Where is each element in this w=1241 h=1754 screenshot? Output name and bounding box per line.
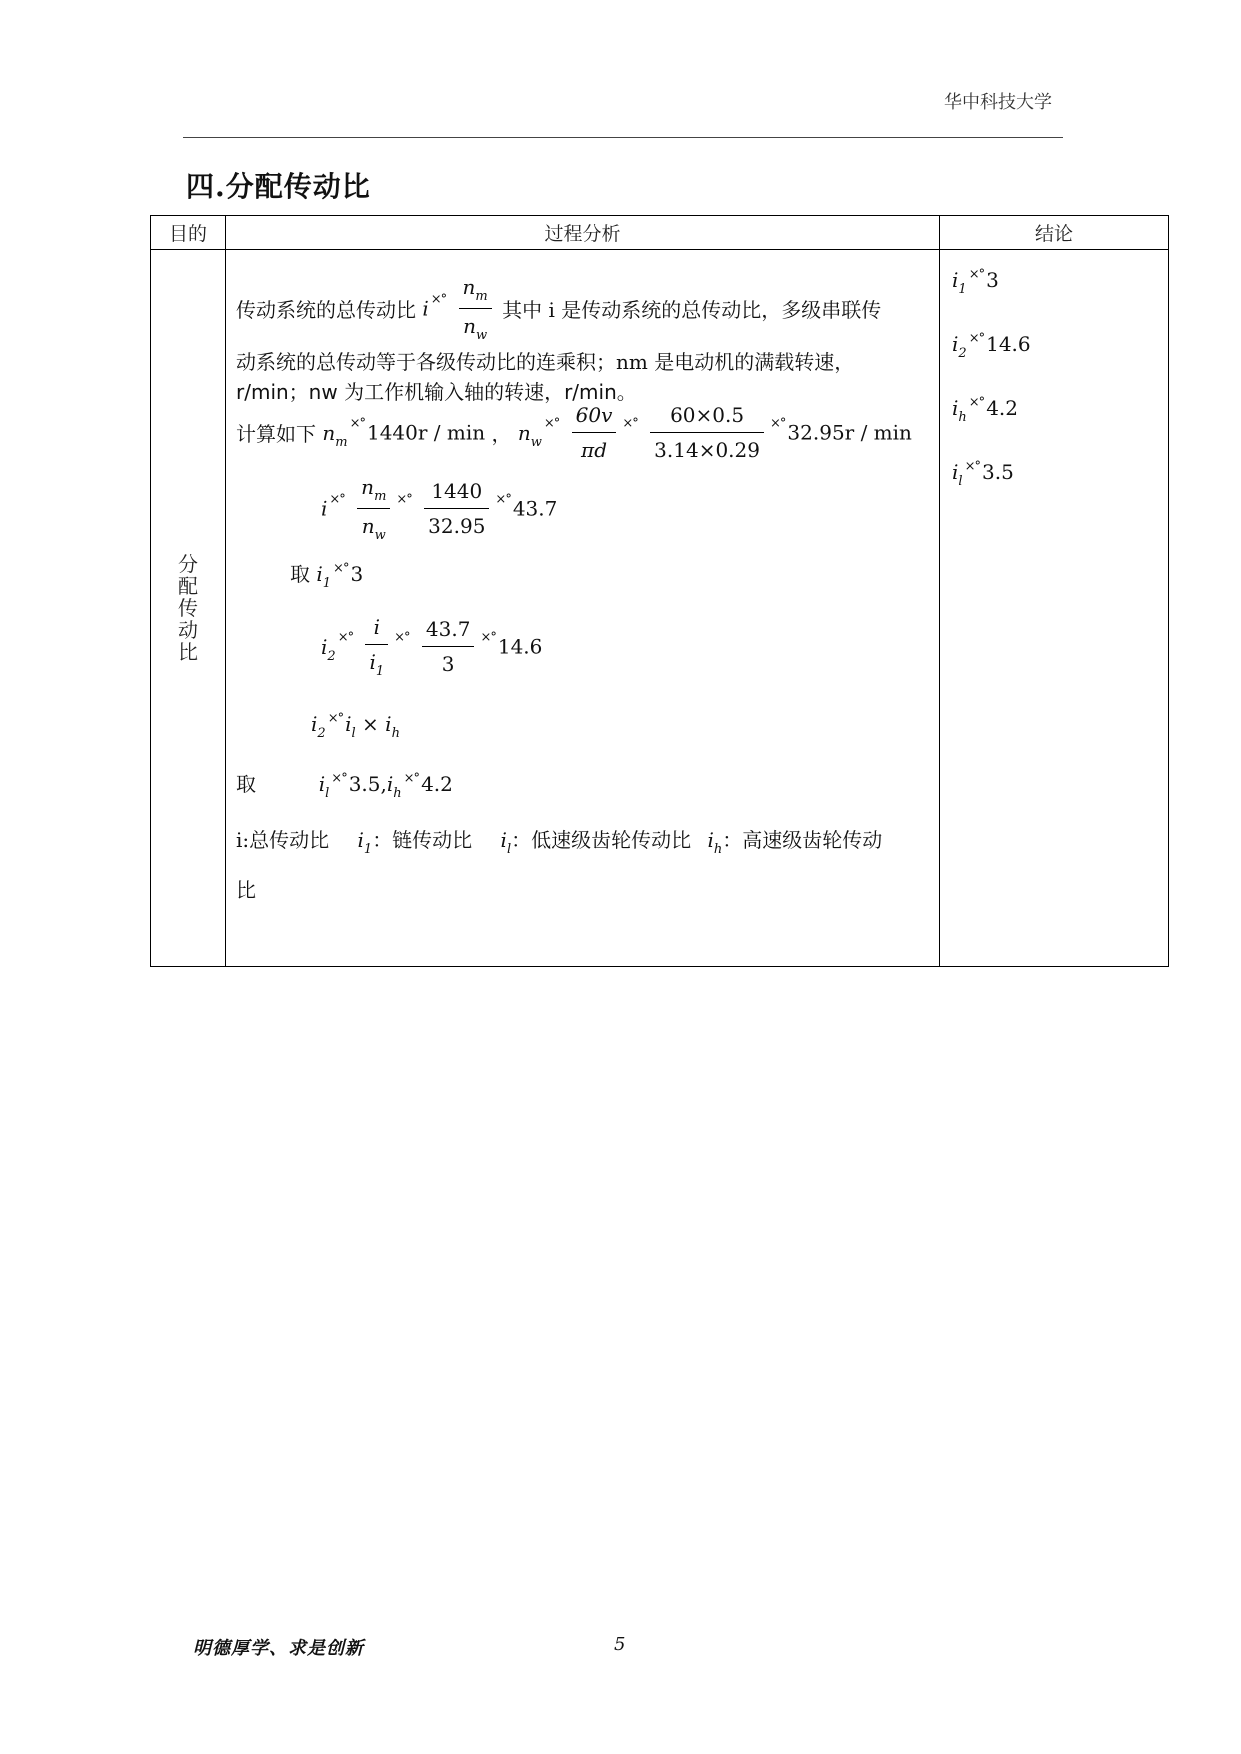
total-ratio-label: 传动系统的总传动比	[236, 298, 416, 322]
conclusion-ih: $i_h^{\times^\circ}$ 4.2	[952, 395, 1018, 425]
table-header-row	[151, 216, 1169, 250]
conclusion-i2: $i_2^{\times^\circ}$ 14.6	[952, 331, 1031, 361]
conclusion-cell	[940, 250, 1169, 967]
ratio-table	[150, 215, 1169, 967]
section-title: 四.分配传动比	[186, 170, 371, 203]
purpose-text: 分配传动比	[178, 552, 198, 664]
header-conclusion: 结论	[940, 216, 1169, 250]
purpose-cell	[151, 250, 226, 967]
header-divider	[183, 137, 1063, 138]
analysis-line-3: r/min；nw 为工作机输入轴的转速，r/min。	[236, 380, 637, 404]
analysis-line-1: 传动系统的总传动比 i ×° $\frac{n_m}{n_w}$ 其中 i 是传动系统的总传动比，多级串联传	[236, 270, 881, 347]
legend-chain: ：链传动比	[372, 828, 473, 852]
total-ratio-fraction: $\frac{n_m}{n_w}$	[459, 270, 492, 347]
total-ratio-calc: i ×° $\frac{n_m}{n_w}$ ×° $\frac{1440}{32.95}$ ×° 43.7	[321, 470, 557, 547]
analysis-line-2: 动系统的总传动等于各级传动比的连乘积；nm 是电动机的满载转速，	[236, 350, 855, 374]
take-il-ih-line: 取 $i_l^{\times^\circ}$ $3.5,i_h^{\times^\circ}$ 4.2	[236, 771, 453, 801]
nw-fraction-1: $\frac{60v}{\pi d}$	[572, 398, 617, 467]
nm-value: 1440r / min	[366, 420, 486, 445]
i1-value: 3	[350, 562, 364, 586]
nw-fraction-2: $\frac{60\times 0.5}{3.14\times 0.29}$	[650, 398, 764, 467]
take-i1-line: 取 $i_1^{\times^\circ}$ 3	[290, 561, 364, 591]
i2-value: 14.6	[497, 634, 543, 659]
take-label-2: 取	[236, 772, 256, 796]
i2-product: $i_2^{\times^\circ}$ $i_l \times i_h$	[311, 711, 400, 741]
legend-line: i:总传动比 $i_1$：链传动比 $i_l$：低速级齿轮传动比 $i_h$：高速级齿轮传动	[236, 828, 883, 857]
conclusion-i1: $i_1^{\times^\circ}$ 3	[952, 267, 999, 297]
analysis-line-1-tail: 其中 i 是传动系统的总传动比，多级串联传	[502, 298, 882, 322]
footer-motto: 明德厚学、求是创新	[193, 1638, 364, 1659]
take-label-1: 取	[290, 562, 310, 586]
analysis-cell	[226, 250, 940, 967]
header-analysis: 过程分析	[226, 216, 940, 250]
header-institution: 华中科技大学	[944, 92, 1052, 113]
il-value: 3.5	[348, 772, 381, 796]
legend-tail: 比	[236, 878, 256, 902]
page-number: 5	[614, 1634, 626, 1655]
calc-label: 计算如下	[236, 422, 316, 446]
legend-low-speed: ：低速级齿轮传动比	[511, 828, 692, 852]
header-purpose: 目的	[151, 216, 226, 250]
legend-total: i:总传动比	[236, 828, 330, 852]
legend-high-speed: ：高速级齿轮传动	[722, 828, 883, 852]
calc-line: 计算如下 $n_m^{\times^\circ}$ 1440r / min ， $n_w^{\times^\circ}$ $\frac{60v}{\pi d}$ ×° $\frac{60\times 0.5}{3.14\times 0.29}$ ×° 32.95r / min	[236, 398, 912, 467]
ih-value: 4.2	[421, 772, 453, 796]
nw-value: 32.95r / min	[787, 420, 912, 445]
conclusion-il: $i_l^{\times^\circ}$ 3.5	[952, 459, 1014, 489]
total-ratio-value: 43.7	[512, 496, 558, 521]
table-row	[151, 250, 1169, 967]
i2-calc: $i_2^{\times^\circ}$ $\frac{i}{i_1}$ ×° $\frac{43.7}{3}$ ×° 14.6	[321, 610, 542, 683]
